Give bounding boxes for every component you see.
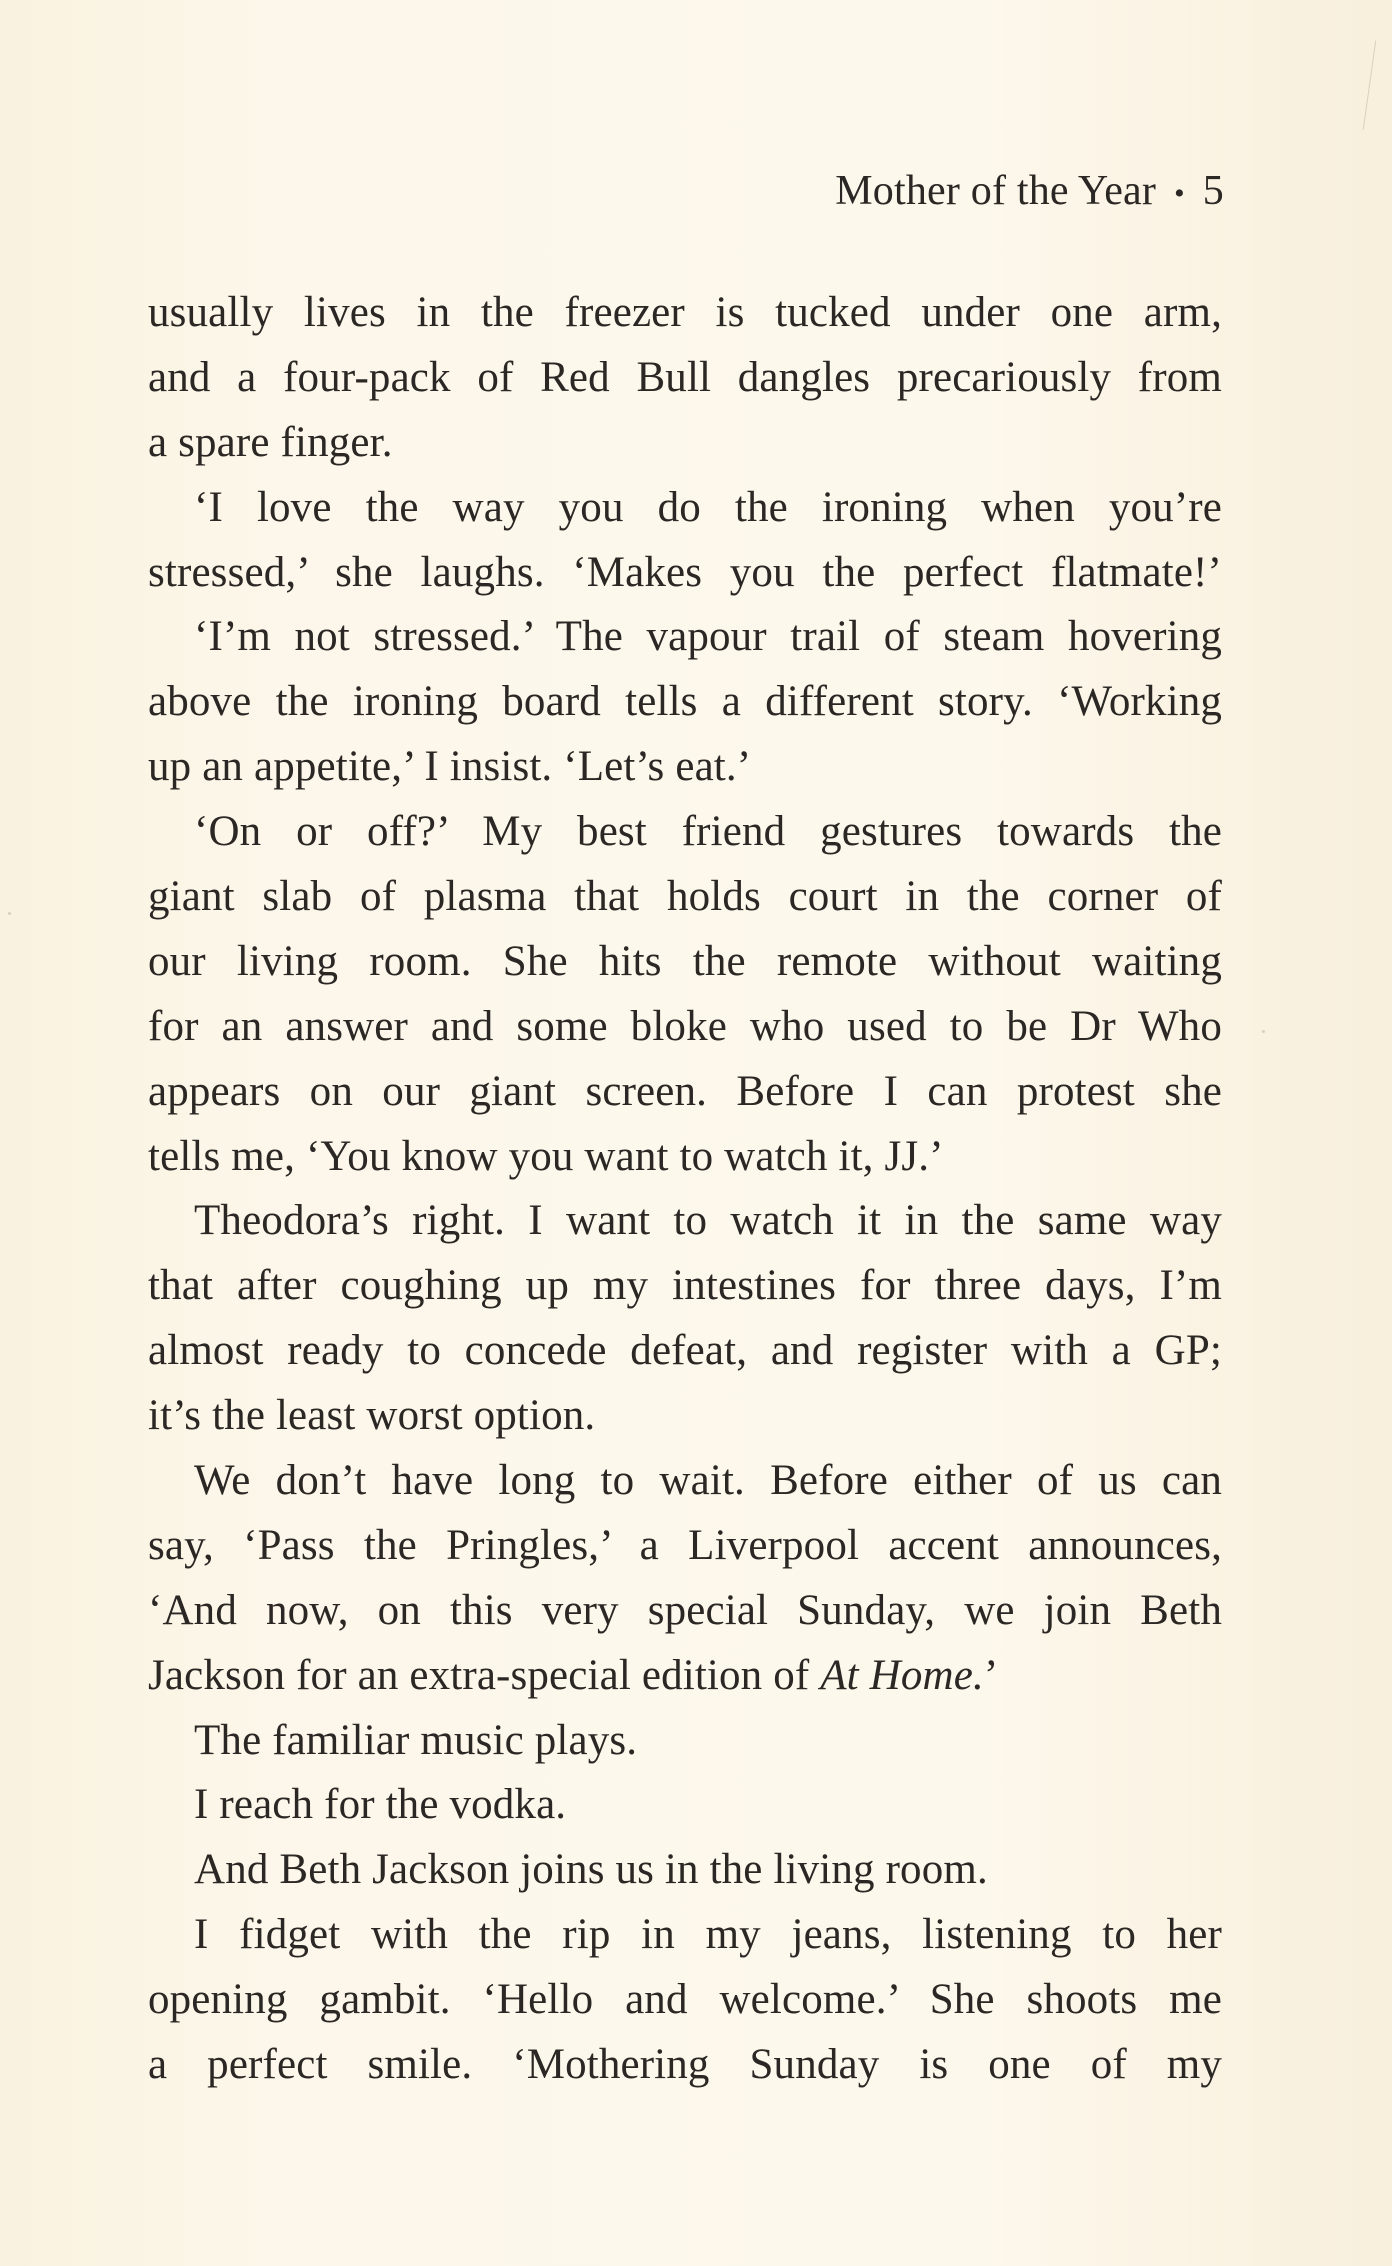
text-line: And Beth Jackson joins us in the living room.	[194, 1846, 988, 1894]
running-head-separator: •	[1174, 177, 1185, 211]
text-line: up an appetite,’ I insist. ‘Let’s eat.’	[148, 743, 752, 791]
text-line: ‘And now, on this very special Sunday, we join Beth	[148, 1586, 1222, 1634]
text-line: ‘I’m not stressed.’ The vapour trail of steam hovering	[194, 613, 1222, 661]
running-head-title: Mother of the Year	[835, 168, 1157, 214]
text-line: that after coughing up my intestines for three days, I’m	[148, 1262, 1222, 1310]
text-line: usually lives in the freezer is tucked under one arm,	[148, 289, 1222, 336]
show-title: At Home.	[820, 1651, 984, 1699]
text-line-with-title	[148, 1644, 1222, 1709]
text-line: our living room. She hits the remote without waiting	[148, 937, 1222, 985]
text-line: ‘I love the way you do the ironing when you’re	[194, 483, 1222, 531]
closing-quote: ’	[983, 1651, 999, 1699]
text-line: opening gambit. ‘Hello and welcome.’ She shoots me	[148, 1976, 1222, 2024]
text-line: giant slab of plasma that holds court in the corner of	[148, 873, 1222, 921]
text-line: Theodora’s right. I want to watch it in the same way	[194, 1197, 1222, 1245]
body-text	[148, 281, 1222, 2098]
text-line: stressed,’ she laughs. ‘Makes you the perfect flatmate!’	[148, 548, 1222, 596]
text-line: We don’t have long to wait. Before either of us can	[194, 1457, 1222, 1505]
running-head	[835, 163, 1224, 222]
text-line: appears on our giant screen. Before I can protest she	[148, 1067, 1222, 1115]
paper-speck	[8, 912, 11, 915]
text-line: I fidget with the rip in my jeans, listening to her	[194, 1911, 1222, 1959]
text-line-start: Jackson for an extra-special edition of	[148, 1651, 821, 1699]
text-line: a spare finger.	[148, 418, 393, 466]
text-line: tells me, ‘You know you want to watch it, JJ.’	[148, 1132, 944, 1180]
text-line: a perfect smile. ‘Mothering Sunday is one of my	[148, 2041, 1222, 2089]
text-line: above the ironing board tells a different story. ‘Working	[148, 678, 1222, 726]
text-line: it’s the least worst option.	[148, 1392, 596, 1440]
text-line: for an answer and some bloke who used to be Dr Who	[148, 1002, 1222, 1050]
text-line: I reach for the vodka.	[194, 1781, 567, 1829]
text-line: The familiar music plays.	[194, 1716, 638, 1764]
text-line: almost ready to concede defeat, and register with a GP;	[148, 1327, 1222, 1375]
text-line: and a four-pack of Red Bull dangles precariously from	[148, 353, 1222, 401]
text-line: ‘On or off?’ My best friend gestures towards the	[194, 808, 1222, 856]
page-number: 5	[1202, 168, 1224, 214]
page-edge-mark	[1363, 40, 1377, 129]
text-line: say, ‘Pass the Pringles,’ a Liverpool accent announces,	[148, 1521, 1222, 1569]
paper-speck	[1262, 1030, 1265, 1033]
